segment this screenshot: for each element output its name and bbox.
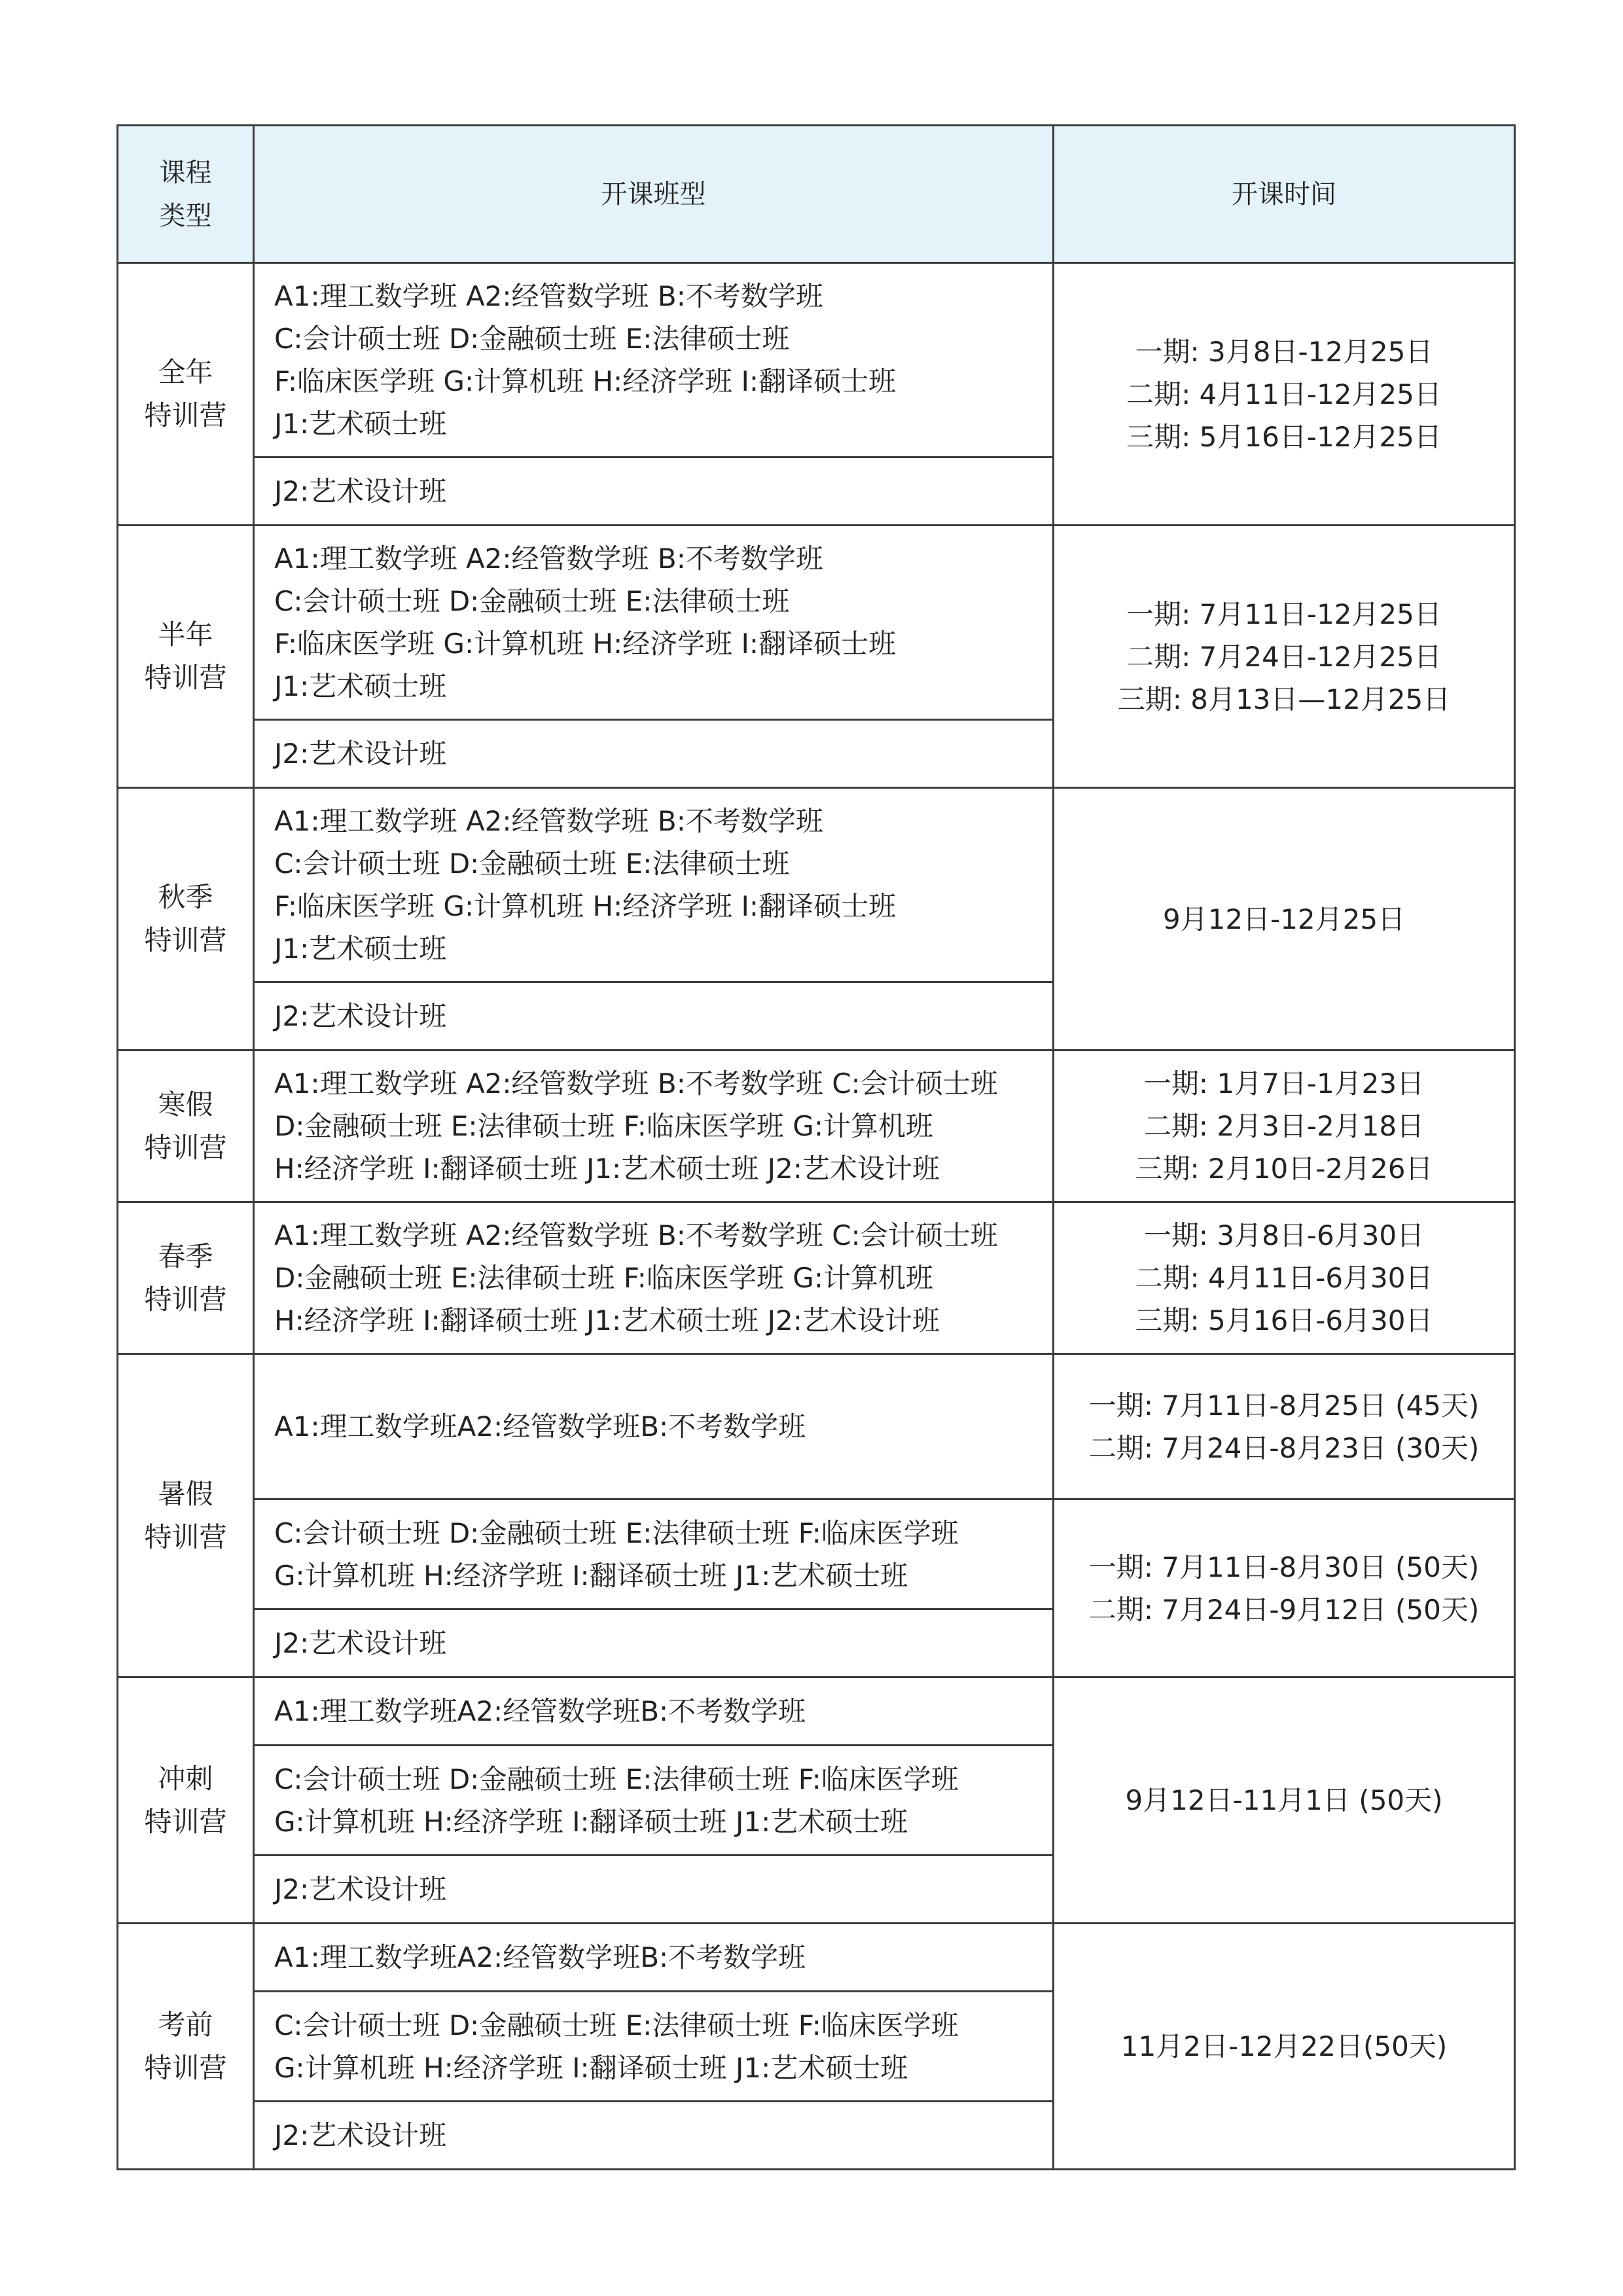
class-list-cell — [254, 457, 1054, 526]
class-list-cell — [254, 1677, 1054, 1746]
header-time: 开课时间 — [1054, 126, 1515, 263]
text-line: A1:理工数学班 A2:经管数学班 B:不考数学班 — [274, 543, 823, 575]
text-line: 三期: 5月16日-12月25日 — [1126, 420, 1442, 453]
schedule-time-cell — [1054, 263, 1515, 526]
course-type-cell — [118, 1354, 254, 1677]
table-row — [118, 1924, 1515, 1992]
text-line: C:会计硕士班 D:金融硕士班 E:法律硕士班 — [274, 848, 790, 880]
class-list-cell — [254, 1050, 1054, 1202]
class-list-cell — [254, 1992, 1054, 2102]
class-list-cell — [254, 720, 1054, 788]
text-line: F:临床医学班 G:计算机班 H:经济学班 I:翻译硕士班 — [274, 890, 897, 922]
text-line: A1:理工数学班 A2:经管数学班 B:不考数学班 — [274, 280, 823, 312]
text-line: 三期: 5月16日-6月30日 — [1135, 1304, 1433, 1336]
class-list-cell — [254, 982, 1054, 1050]
course-type-cell — [118, 788, 254, 1050]
text-line: 9月12日-11月1日 (50天) — [1125, 1784, 1443, 1816]
text-line: H:经济学班 I:翻译硕士班 J1:艺术硕士班 J2:艺术设计班 — [274, 1153, 940, 1185]
text-line: A1:理工数学班A2:经管数学班B:不考数学班 — [274, 1941, 806, 1973]
text-line: G:计算机班 H:经济学班 I:翻译硕士班 J1:艺术硕士班 — [274, 1559, 908, 1592]
course-type-cell — [118, 1050, 254, 1202]
text-line: J2:艺术设计班 — [274, 1627, 447, 1659]
class-list-cell — [254, 1856, 1054, 1924]
text-line: C:会计硕士班 D:金融硕士班 E:法律硕士班 F:临床医学班 — [274, 2009, 959, 2041]
class-list-cell — [254, 1354, 1054, 1499]
course-type-l2: 特训营 — [144, 924, 227, 956]
text-line: G:计算机班 H:经济学班 I:翻译硕士班 J1:艺术硕士班 — [274, 2051, 908, 2084]
course-type-cell — [118, 1202, 254, 1354]
text-line: 一期: 3月8日-12月25日 — [1135, 335, 1433, 368]
table-row — [118, 1677, 1515, 1746]
course-type-cell — [118, 263, 254, 526]
text-line: J2:艺术设计班 — [274, 1000, 447, 1032]
table-row — [118, 1354, 1515, 1499]
course-type-l2: 特训营 — [144, 2051, 227, 2084]
text-line: J2:艺术设计班 — [274, 475, 447, 507]
text-line: D:金融硕士班 E:法律硕士班 F:临床医学班 G:计算机班 — [274, 1110, 933, 1142]
text-line: 二期: 7月24日-9月12日 (50天) — [1088, 1593, 1480, 1626]
text-line: C:会计硕士班 D:金融硕士班 E:法律硕士班 — [274, 323, 790, 355]
class-list-cell — [254, 263, 1054, 457]
course-type-l2: 特训营 — [144, 1131, 227, 1164]
course-type-cell — [118, 1677, 254, 1924]
text-line: A1:理工数学班 A2:经管数学班 B:不考数学班 C:会计硕士班 — [274, 1067, 998, 1100]
course-type-l1: 秋季 — [158, 881, 213, 913]
class-list-cell — [254, 2102, 1054, 2170]
header-row — [118, 126, 1515, 263]
header-course-type-l1: 课程 — [159, 157, 212, 188]
table-row — [118, 1202, 1515, 1354]
text-line: J2:艺术设计班 — [274, 738, 447, 770]
text-line: 9月12日-12月25日 — [1162, 903, 1406, 935]
text-line: 一期: 7月11日-8月25日 (45天) — [1088, 1389, 1480, 1422]
table-row — [118, 263, 1515, 457]
text-line: H:经济学班 I:翻译硕士班 J1:艺术硕士班 J2:艺术设计班 — [274, 1304, 940, 1336]
schedule-time-cell — [1054, 1202, 1515, 1354]
table-row — [118, 1050, 1515, 1202]
course-type-l2: 特训营 — [144, 1283, 227, 1316]
text-line: A1:理工数学班A2:经管数学班B:不考数学班 — [274, 1410, 806, 1443]
text-line: 二期: 2月3日-2月18日 — [1143, 1110, 1425, 1142]
header-course-type-l2: 类型 — [159, 200, 212, 231]
schedule-time-cell — [1054, 526, 1515, 788]
text-line: C:会计硕士班 D:金融硕士班 E:法律硕士班 F:临床医学班 — [274, 1763, 959, 1795]
text-line: 一期: 1月7日-1月23日 — [1143, 1067, 1425, 1100]
text-line: 11月2日-12月22日(50天) — [1120, 2030, 1448, 2062]
text-line: 三期: 2月10日-2月26日 — [1135, 1153, 1433, 1185]
course-type-l2: 特训营 — [144, 1520, 227, 1553]
course-type-l2: 特训营 — [144, 1805, 227, 1838]
text-line: C:会计硕士班 D:金融硕士班 E:法律硕士班 — [274, 585, 790, 617]
course-type-l1: 冲刺 — [158, 1762, 213, 1795]
text-line: 一期: 7月11日-12月25日 — [1126, 598, 1442, 630]
course-type-l1: 寒假 — [158, 1088, 213, 1121]
schedule-time-cell — [1054, 1677, 1515, 1924]
text-line: 二期: 7月24日-12月25日 — [1126, 640, 1442, 673]
text-line: 三期: 8月13日—12月25日 — [1117, 683, 1451, 715]
text-line: D:金融硕士班 E:法律硕士班 F:临床医学班 G:计算机班 — [274, 1262, 933, 1294]
course-type-l2: 特训营 — [144, 399, 227, 431]
course-type-cell — [118, 1924, 254, 2170]
class-list-cell — [254, 1746, 1054, 1856]
class-list-cell — [254, 526, 1054, 720]
class-list-cell — [254, 1609, 1054, 1677]
schedule-time-cell — [1054, 1924, 1515, 2170]
schedule-time-cell — [1054, 788, 1515, 1050]
course-type-l1: 春季 — [158, 1240, 213, 1272]
text-line: J1:艺术硕士班 — [274, 670, 447, 702]
class-list-cell — [254, 1499, 1054, 1609]
class-list-cell — [254, 788, 1054, 982]
text-line: J2:艺术设计班 — [274, 2119, 447, 2151]
schedule-time-cell — [1054, 1499, 1515, 1677]
text-line: C:会计硕士班 D:金融硕士班 E:法律硕士班 F:临床医学班 — [274, 1516, 959, 1549]
text-line: 二期: 4月11日-12月25日 — [1126, 378, 1442, 410]
text-line: A1:理工数学班 A2:经管数学班 B:不考数学班 C:会计硕士班 — [274, 1219, 998, 1251]
text-line: 二期: 4月11日-6月30日 — [1135, 1262, 1433, 1294]
text-line: 一期: 3月8日-6月30日 — [1143, 1219, 1425, 1251]
text-line: F:临床医学班 G:计算机班 H:经济学班 I:翻译硕士班 — [274, 628, 897, 660]
text-line: J1:艺术硕士班 — [274, 408, 447, 440]
course-type-l1: 全年 — [158, 356, 213, 388]
course-type-l2: 特训营 — [144, 662, 227, 694]
text-line: J1:艺术硕士班 — [274, 933, 447, 965]
header-classes: 开课班型 — [254, 126, 1054, 263]
text-line: G:计算机班 H:经济学班 I:翻译硕士班 J1:艺术硕士班 — [274, 1805, 908, 1838]
course-type-l1: 考前 — [158, 2008, 213, 2041]
text-line: A1:理工数学班A2:经管数学班B:不考数学班 — [274, 1695, 806, 1727]
class-list-cell — [254, 1202, 1054, 1354]
schedule-time-cell — [1054, 1354, 1515, 1499]
text-line: F:临床医学班 G:计算机班 H:经济学班 I:翻译硕士班 — [274, 365, 897, 397]
schedule-table — [116, 124, 1516, 2170]
text-line: A1:理工数学班 A2:经管数学班 B:不考数学班 — [274, 805, 823, 837]
table-row — [118, 1499, 1515, 1609]
text-line: 一期: 7月11日-8月30日 (50天) — [1088, 1551, 1480, 1583]
table-row — [118, 788, 1515, 982]
text-line: 二期: 7月24日-8月23日 (30天) — [1088, 1431, 1480, 1464]
course-type-l1: 暑假 — [158, 1477, 213, 1510]
course-type-l1: 半年 — [158, 619, 213, 651]
text-line: J2:艺术设计班 — [274, 1873, 447, 1905]
header-course-type — [118, 126, 254, 263]
course-type-cell — [118, 526, 254, 788]
schedule-time-cell — [1054, 1050, 1515, 1202]
class-list-cell — [254, 1924, 1054, 1992]
table-row — [118, 526, 1515, 720]
